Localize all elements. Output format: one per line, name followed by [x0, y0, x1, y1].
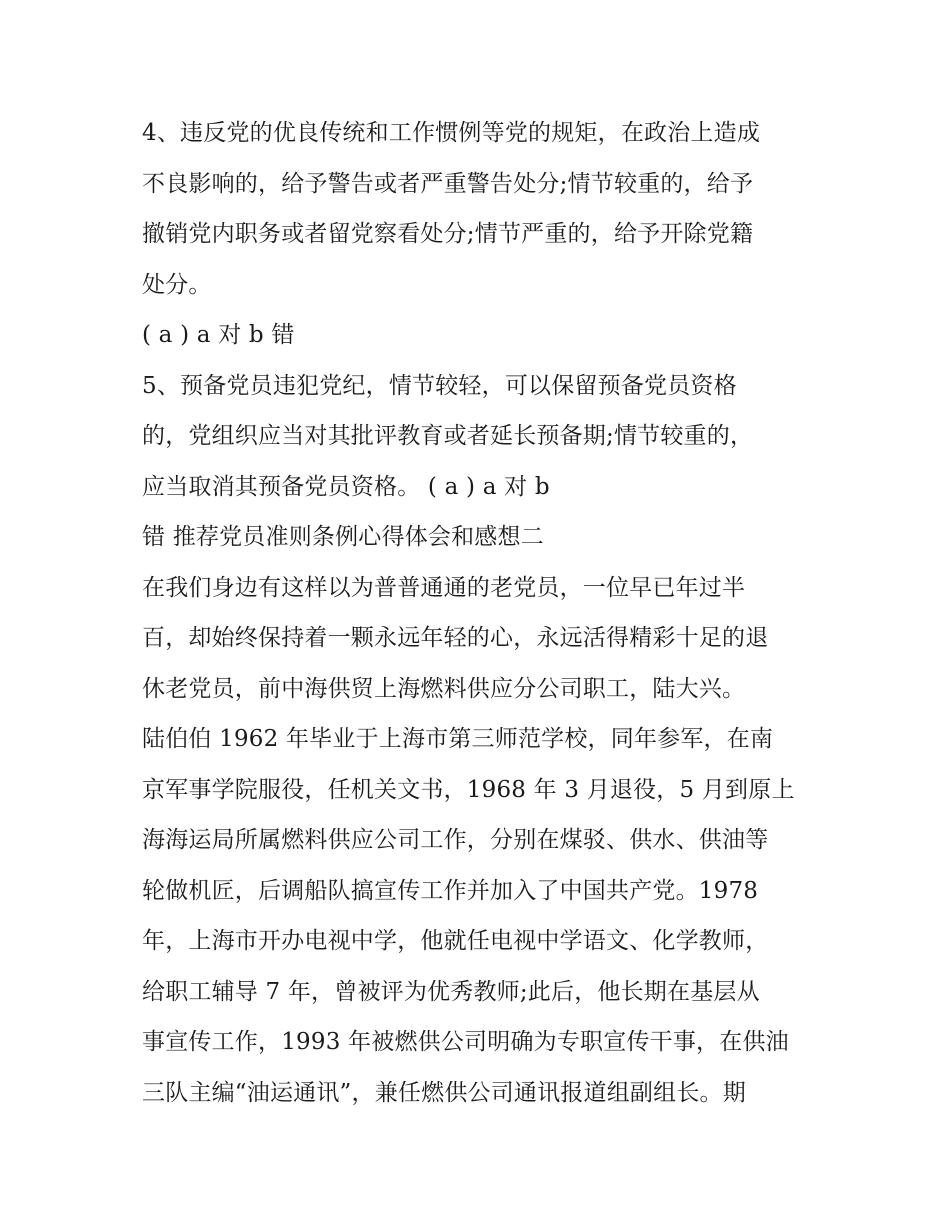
text-line-2: 不良影响的，给予警告或者严重警告处分;情节较重的，给予 [142, 170, 754, 197]
answer-line-1: ( a ) a 对 b 错 [142, 322, 295, 348]
document-body [142, 108, 842, 1118]
text-line-18: 给职工辅导 7 年，曾被评为优秀教师;此后，他长期在基层从 [142, 978, 760, 1005]
text-line-20: 三队主编“油运通讯”，兼任燃供公司通讯报道组副组长。期 [142, 1079, 746, 1106]
text-line-8: 应当取消其预备党员资格。 ( a ) a 对 b [142, 473, 550, 500]
text-line-4: 处分。 [142, 271, 212, 298]
text-line-15: 海海运局所属燃料供应公司工作，分别在煤驳、供水、供油等 [142, 827, 769, 853]
text-line-19: 事宣传工作，1993 年被燃供公司明确为专职宣传干事，在供油 [142, 1029, 789, 1055]
text-line-12: 休老党员，前中海供贸上海燃料供应分公司职工，陆大兴。 [142, 675, 746, 702]
text-line-11: 百，却始终保持着一颗永远年轻的心，永远活得精彩十足的退 [142, 625, 769, 651]
text-line-17: 年，上海市开办电视中学，他就任电视中学语文、化学教师， [142, 928, 769, 954]
text-line-6: 5、预备党员违犯党纪，情节较轻，可以保留预备党员资格 [142, 372, 737, 399]
text-line-14: 京军事学院服役，任机关文书，1968 年 3 月退役，5 月到原上 [142, 776, 795, 803]
text-line-7: 的，党组织应当对其批评教育或者延长预备期;情节较重的， [142, 423, 754, 449]
text-line-3: 撤销党内职务或者留党察看处分;情节严重的，给予开除党籍 [142, 221, 754, 247]
text-line-16: 轮做机匠，后调船队搞宣传工作并加入了中国共产党。1978 [142, 877, 759, 904]
text-line-10: 在我们身边有这样以为普普通通的老党员，一位早已年过半 [142, 574, 746, 601]
text-line-13: 陆伯伯 1962 年毕业于上海市第三师范学校，同年参军，在南 [142, 726, 774, 752]
section-heading-line: 错 推荐党员准则条例心得体会和感想二 [142, 524, 544, 550]
text-line-1: 4、违反党的优良传统和工作惯例等党的规矩，在政治上造成 [142, 120, 761, 146]
